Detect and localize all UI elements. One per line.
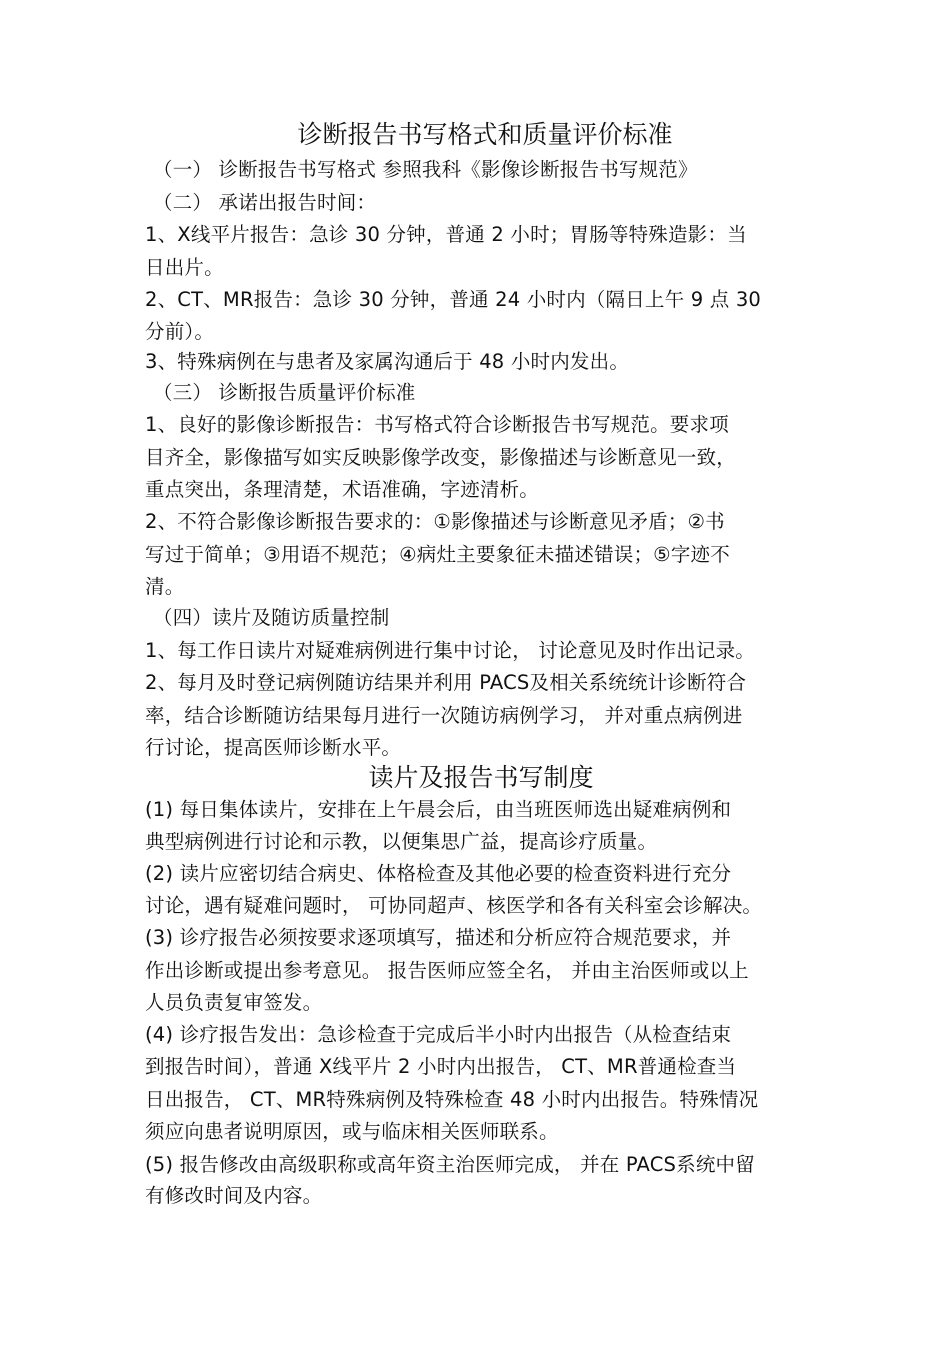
section2-title: 读片及报告书写制度 [368,763,594,792]
section2-line: (2) 读片应密切结合病史、体格检查及其他必要的检查资料进行充分 [145,862,732,885]
section1-line: 重点突出，条理清楚，术语准确，字迹清析。 [145,478,540,501]
section1-line: 分前）。 [145,320,215,343]
section1-line: 2、CT、MR报告：急诊 30 分钟，普通 24 小时内（隔日上午 9 点 30 [145,288,762,311]
section1-line: 率，结合诊断随访结果每月进行一次随访病例学习， 并对重点病例进 [145,704,743,727]
section1-line: （二） 承诺出报告时间： [153,191,377,214]
section2-line: 到报告时间），普通 X线平片 2 小时内出报告， CT、MR普通检查当 [145,1055,737,1078]
section2-line: (3) 诊疗报告必须按要求逐项填写，描述和分析应符合规范要求，并 [145,926,732,949]
section2-line: 须应向患者说明原因，或与临床相关医师联系。 [145,1120,559,1143]
section1-line: 写过于简单；③用语不规范；④病灶主要象征未描述错误；⑤字迹不 [145,543,730,566]
section2-line: (4) 诊疗报告发出：急诊检查于完成后半小时内出报告（从检查结束 [145,1023,732,1046]
section1-line: 清。 [145,575,185,598]
section2-line: (5) 报告修改由高级职称或高年资主治医师完成， 并在 PACS系统中留 [145,1153,755,1176]
section1-title: 诊断报告书写格式和质量评价标准 [297,120,673,149]
section1-line: （一） 诊断报告书写格式 参照我科《影像诊断报告书写规范》 [153,158,698,181]
section2-line: 日出报告， CT、MR特殊病例及特殊检查 48 小时内出报告。特殊情况 [145,1088,759,1111]
section2-line: 人员负责复审签发。 [145,991,323,1014]
section1-line: 1、X线平片报告：急诊 30 分钟，普通 2 小时；胃肠等特殊造影：当 [145,223,747,246]
section1-line: 3、特殊病例在与患者及家属沟通后于 48 小时内发出。 [145,350,630,373]
section1-line: 2、不符合影像诊断报告要求的：①影像描述与诊断意见矛盾；②书 [145,510,725,533]
section2-line: 讨论，遇有疑难问题时， 可协同超声、核医学和各有关科室会诊解决。 [145,894,763,917]
section1-line: 行讨论，提高医师诊断水平。 [145,736,402,759]
section1-line: （三） 诊断报告质量评价标准 [153,381,416,404]
section1-line: 1、良好的影像诊断报告：书写格式符合诊断报告书写规范。要求项 [145,413,729,436]
section2-line: (1) 每日集体读片，安排在上午晨会后，由当班医师选出疑难病例和 [145,798,732,821]
section1-line: 目齐全，影像描写如实反映影像学改变，影像描述与诊断意见一致， [145,446,737,469]
section2-line: 典型病例进行讨论和示教，以便集思广益，提高诊疗质量。 [145,830,658,853]
section1-line: （四）读片及随访质量控制 [153,606,390,629]
section1-line: 2、每月及时登记病例随访结果并利用 PACS及相关系统统计诊断符合 [145,671,747,694]
section2-line: 有修改时间及内容。 [145,1184,323,1207]
section1-line: 1、每工作日读片对疑难病例进行集中讨论， 讨论意见及时作出记录。 [145,639,756,662]
section2-line: 作出诊断或提出参考意见。 报告医师应签全名， 并由主治医师或以上 [145,959,749,982]
section1-line: 日出片。 [145,256,224,279]
